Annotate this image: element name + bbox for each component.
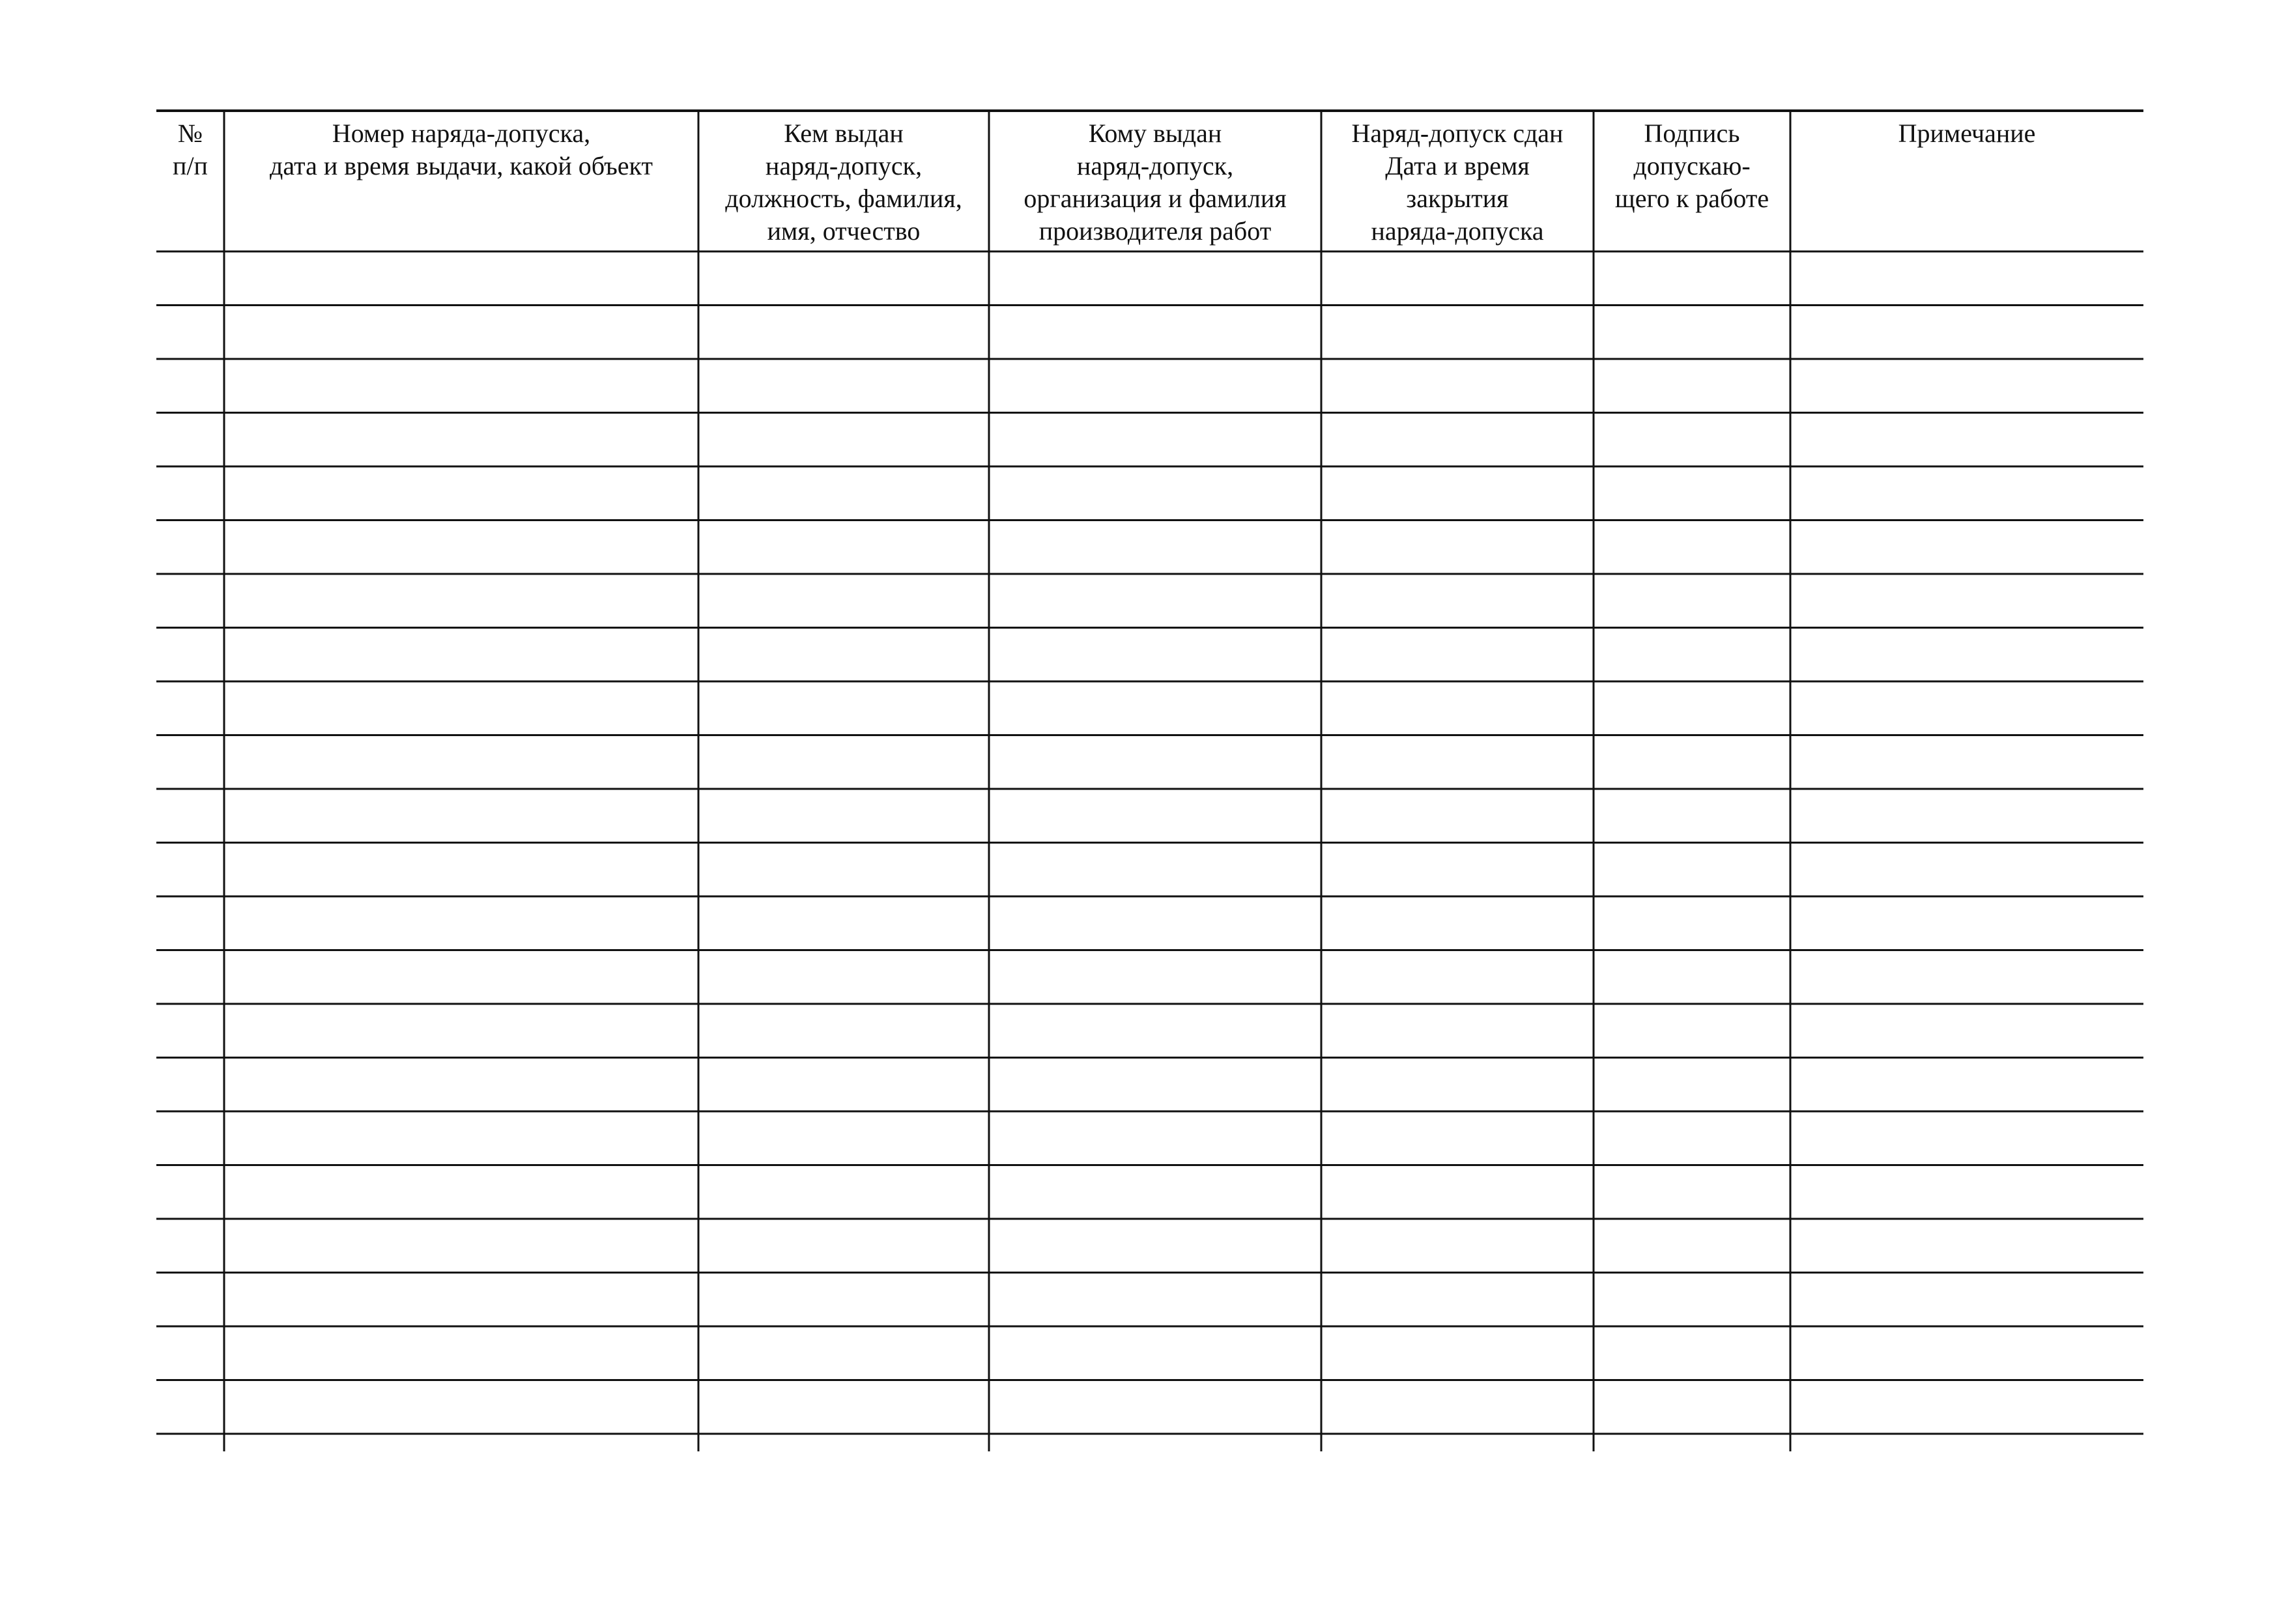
table-row — [156, 1219, 2143, 1273]
table-row — [156, 1004, 2143, 1058]
header-col-number: № п/п — [173, 119, 208, 180]
table-row — [156, 466, 2143, 520]
table-row — [156, 1111, 2143, 1165]
header-col-closed-date-time: Наряд-допуск сдан Дата и время закрытия наряда-допуска — [1351, 119, 1564, 246]
table-row — [156, 681, 2143, 735]
table-row — [156, 1058, 2143, 1112]
table-row — [156, 413, 2143, 467]
header-col-issued-to: Кому выдан наряд-допуск, организация и фамилия производителя работ — [1023, 119, 1287, 246]
table-row — [156, 950, 2143, 1004]
table-row — [156, 628, 2143, 682]
table-row — [156, 1273, 2143, 1327]
table-row — [156, 574, 2143, 628]
table-row — [156, 843, 2143, 897]
table-row — [156, 789, 2143, 843]
table-row — [156, 251, 2143, 306]
header-col-note: Примечание — [1898, 119, 2036, 148]
table-row — [156, 520, 2143, 575]
header-col-permit-number-date-object: Номер наряда-допуска, дата и время выдачи, какой объект — [270, 119, 653, 180]
table-row — [156, 359, 2143, 413]
work-permit-register-table — [156, 109, 2143, 1451]
table-row — [156, 896, 2143, 950]
table-row — [156, 1326, 2143, 1380]
header-col-signature: Подпись допускаю- щего к работе — [1614, 119, 1769, 213]
table-row — [156, 1165, 2143, 1219]
header-col-issued-by: Кем выдан наряд-допуск, должность, фамилия, имя, отчество — [725, 119, 962, 246]
table-row — [156, 735, 2143, 790]
table-row — [156, 306, 2143, 360]
table-row — [156, 1380, 2143, 1434]
